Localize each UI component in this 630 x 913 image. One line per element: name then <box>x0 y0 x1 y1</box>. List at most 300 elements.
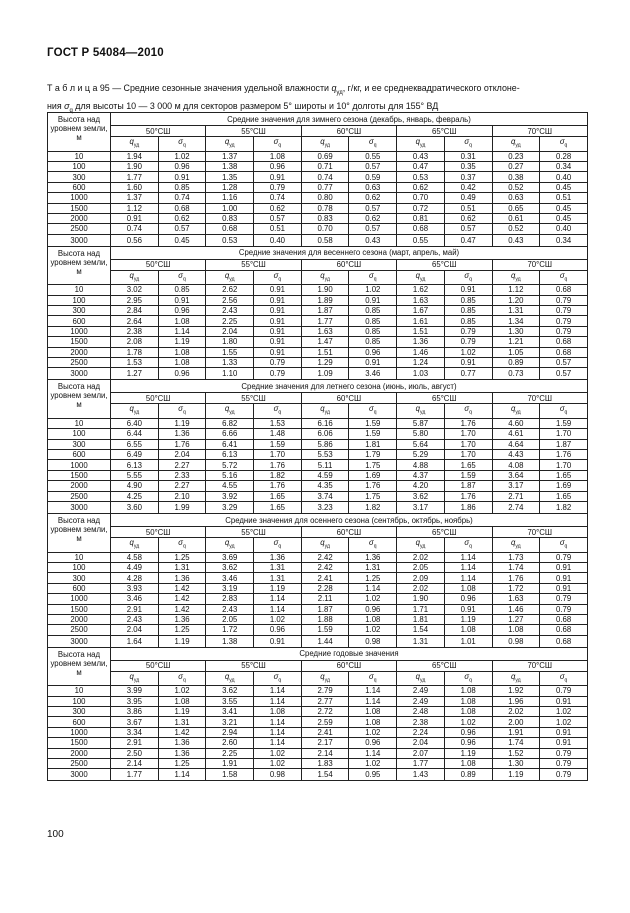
sigma-value: 0.91 <box>349 357 397 367</box>
sigma-value: 0.68 <box>540 625 588 635</box>
sigma-value: 0.57 <box>349 161 397 171</box>
data-row <box>48 748 588 758</box>
q-value: 0.63 <box>492 193 540 203</box>
section-title-row <box>48 380 588 393</box>
sigma-value: 1.14 <box>254 717 302 727</box>
q-value: 1.64 <box>111 635 159 647</box>
q-value: 3.62 <box>206 686 254 696</box>
data-row <box>48 418 588 428</box>
season-title: Средние годовые значения <box>111 647 588 660</box>
sigma-value: 0.45 <box>540 213 588 223</box>
latitude-header: 55°СШ <box>206 126 301 137</box>
data-row <box>48 707 588 717</box>
q-mean-header <box>301 671 349 686</box>
sigma-value: 0.85 <box>349 326 397 336</box>
data-row <box>48 357 588 367</box>
q-value: 3.23 <box>301 502 349 514</box>
q-value: 1.94 <box>111 151 159 161</box>
q-symbol: q <box>415 538 420 548</box>
height-value: 1000 <box>48 326 111 336</box>
sigma-value: 1.86 <box>444 502 492 514</box>
sigma-value: 1.14 <box>444 562 492 572</box>
q-value: 0.73 <box>492 368 540 380</box>
sigma-value: 1.79 <box>349 450 397 460</box>
data-row <box>48 573 588 583</box>
data-row <box>48 470 588 480</box>
sigma-value: 1.87 <box>540 439 588 449</box>
q-mean-header <box>397 137 445 152</box>
height-value: 300 <box>48 172 111 182</box>
sigma-value: 1.31 <box>158 562 206 572</box>
q-value: 1.34 <box>492 316 540 326</box>
sigma-value: 0.79 <box>540 552 588 562</box>
q-value: 0.68 <box>206 224 254 234</box>
season-title: Средние значения для летнего сезона (июнь, июль, август) <box>111 380 588 393</box>
sigma-value: 0.95 <box>349 769 397 781</box>
sigma-value: 1.36 <box>158 738 206 748</box>
height-column-header: Высота над уровнем земли, м <box>48 113 111 152</box>
q-value: 1.20 <box>492 295 540 305</box>
sigma-value: 1.08 <box>444 583 492 593</box>
sigma-value: 0.91 <box>540 573 588 583</box>
height-value: 2000 <box>48 213 111 223</box>
sigma-subscript: q <box>469 677 472 684</box>
q-value: 0.98 <box>492 635 540 647</box>
sigma-value: 1.19 <box>158 337 206 347</box>
sigma-value: 0.57 <box>540 368 588 380</box>
q-value: 3.55 <box>206 696 254 706</box>
sigma-header <box>444 270 492 285</box>
q-value: 3.69 <box>206 552 254 562</box>
sigma-value: 1.31 <box>254 562 302 572</box>
q-symbol: q <box>511 538 516 548</box>
latitude-header: 65°СШ <box>397 527 492 538</box>
q-value: 5.11 <box>301 460 349 470</box>
q-value: 1.96 <box>492 696 540 706</box>
data-row <box>48 429 588 439</box>
q-value: 0.71 <box>301 161 349 171</box>
q-value: 2.04 <box>111 625 159 635</box>
sigma-value: 0.79 <box>540 316 588 326</box>
sigma-value: 1.76 <box>444 418 492 428</box>
sigma-header <box>158 137 206 152</box>
q-value: 2.02 <box>492 707 540 717</box>
sigma-value: 2.04 <box>158 450 206 460</box>
q-value: 6.13 <box>206 450 254 460</box>
height-value: 2000 <box>48 347 111 357</box>
latitude-header: 70°СШ <box>492 660 588 671</box>
height-value: 10 <box>48 552 111 562</box>
sigma-value: 1.14 <box>254 696 302 706</box>
sigma-value: 1.69 <box>349 470 397 480</box>
sigma-value: 0.63 <box>349 182 397 192</box>
section-title-row <box>48 246 588 259</box>
q-mean-header <box>397 671 445 686</box>
latitude-header: 50°СШ <box>111 660 206 671</box>
q-value: 1.89 <box>301 295 349 305</box>
sigma-value: 2.27 <box>158 481 206 491</box>
q-value: 2.08 <box>111 337 159 347</box>
q-value: 0.89 <box>492 357 540 367</box>
q-value: 2.42 <box>301 562 349 572</box>
sigma-value: 0.34 <box>540 161 588 171</box>
q-value: 3.62 <box>206 562 254 572</box>
sigma-value: 1.76 <box>349 481 397 491</box>
q-value: 0.43 <box>492 234 540 246</box>
sigma-subscript: q <box>278 142 282 149</box>
q-value: 2.00 <box>492 717 540 727</box>
sigma-value: 1.19 <box>254 583 302 593</box>
variable-row <box>48 270 588 285</box>
sigma-value: 2.10 <box>158 491 206 501</box>
q-value: 1.58 <box>206 769 254 781</box>
sigma-value: 0.62 <box>349 193 397 203</box>
sigma-value: 0.79 <box>540 594 588 604</box>
sigma-value: 1.02 <box>349 285 397 295</box>
q-mean-header <box>111 404 159 419</box>
sigma-subscript: q <box>564 276 568 283</box>
sigma-value: 0.91 <box>158 172 206 182</box>
q-value: 1.46 <box>397 347 445 357</box>
q-value: 1.77 <box>111 769 159 781</box>
q-value: 2.38 <box>111 326 159 336</box>
q-value: 1.78 <box>111 347 159 357</box>
sigma-value: 1.76 <box>444 491 492 501</box>
sigma-value: 0.85 <box>158 182 206 192</box>
q-value: 2.05 <box>206 614 254 624</box>
latitude-row <box>48 393 588 404</box>
q-mean-header <box>206 137 254 152</box>
sigma-symbol: σ <box>464 671 470 681</box>
q-value: 1.52 <box>492 748 540 758</box>
q-value: 4.37 <box>397 470 445 480</box>
q-value: 2.14 <box>301 748 349 758</box>
sigma-value: 0.96 <box>349 347 397 357</box>
sigma-value: 0.96 <box>158 306 206 316</box>
sigma-value: 1.75 <box>349 491 397 501</box>
height-value: 2000 <box>48 748 111 758</box>
height-value: 2000 <box>48 481 111 491</box>
q-value: 2.02 <box>397 583 445 593</box>
sigma-symbol: σ <box>559 538 565 548</box>
q-value: 0.65 <box>492 203 540 213</box>
q-value: 2.49 <box>397 696 445 706</box>
sigma-value: 0.62 <box>158 213 206 223</box>
q-value: 0.83 <box>206 213 254 223</box>
sigma-header <box>254 404 302 419</box>
q-value: 0.58 <box>301 234 349 246</box>
q-value: 1.31 <box>492 306 540 316</box>
sigma-value: 1.08 <box>158 347 206 357</box>
height-value: 300 <box>48 573 111 583</box>
data-row <box>48 552 588 562</box>
sigma-header <box>254 270 302 285</box>
q-value: 3.17 <box>397 502 445 514</box>
humidity-table-body <box>48 113 588 781</box>
q-mean-header <box>397 404 445 419</box>
q-subscript: уд <box>133 409 140 416</box>
sigma-subscript: q <box>182 677 186 684</box>
data-row <box>48 161 588 171</box>
q-subscript: уд <box>229 276 235 283</box>
sigma-value: 1.08 <box>254 707 302 717</box>
sigma-value: 1.87 <box>444 481 492 491</box>
sigma-value: 1.48 <box>254 429 302 439</box>
caption-text-2: , г/кг, и ее среднеквадратического отклоне- <box>342 83 520 93</box>
sigma-header <box>444 137 492 152</box>
q-mean-header <box>301 137 349 152</box>
q-value: 0.70 <box>301 224 349 234</box>
q-subscript: уд <box>133 543 140 550</box>
q-value: 1.90 <box>397 594 445 604</box>
sigma-value: 1.76 <box>254 460 302 470</box>
latitude-header: 70°СШ <box>492 126 588 137</box>
sigma-header <box>349 671 397 686</box>
q-mean-header <box>301 538 349 553</box>
q-subscript: уд <box>515 543 521 550</box>
q-mean-header <box>111 671 159 686</box>
q-value: 1.37 <box>111 193 159 203</box>
sigma-value: 1.70 <box>444 439 492 449</box>
height-value: 3000 <box>48 502 111 514</box>
sigma-symbol: σ <box>178 404 183 414</box>
sigma-value: 0.57 <box>254 213 302 223</box>
sigma-value: 0.85 <box>349 316 397 326</box>
caption-text-1: Т а б л и ц а 95 — Средние сезонные значения удельной влажности <box>47 83 332 93</box>
sigma-subscript: q <box>564 409 568 416</box>
q-value: 4.58 <box>111 552 159 562</box>
q-subscript: уд <box>515 409 521 416</box>
height-value: 600 <box>48 316 111 326</box>
q-symbol: q <box>511 137 516 146</box>
sigma-value: 0.59 <box>349 172 397 182</box>
data-row <box>48 769 588 781</box>
q-value: 1.74 <box>492 562 540 572</box>
q-value: 0.38 <box>492 172 540 182</box>
q-symbol: q <box>129 270 134 280</box>
sigma-value: 1.76 <box>254 481 302 491</box>
q-value: 5.72 <box>206 460 254 470</box>
q-value: 6.06 <box>301 429 349 439</box>
sigma-value: 1.65 <box>444 460 492 470</box>
q-value: 6.82 <box>206 418 254 428</box>
q-value: 1.12 <box>492 285 540 295</box>
sigma-value: 1.81 <box>349 439 397 449</box>
sigma-value: 1.14 <box>158 326 206 336</box>
sigma-value: 1.14 <box>349 583 397 593</box>
sigma-value: 1.02 <box>540 717 588 727</box>
q-value: 2.91 <box>111 738 159 748</box>
q-value: 5.29 <box>397 450 445 460</box>
sigma-value: 1.59 <box>349 429 397 439</box>
q-value: 4.90 <box>111 481 159 491</box>
latitude-header: 70°СШ <box>492 527 588 538</box>
q-value: 1.43 <box>397 769 445 781</box>
height-value: 2500 <box>48 357 111 367</box>
sigma-value: 0.28 <box>540 151 588 161</box>
humidity-table <box>47 112 588 781</box>
q-value: 4.61 <box>492 429 540 439</box>
q-mean-header <box>301 404 349 419</box>
q-value: 2.42 <box>301 552 349 562</box>
sigma-value: 0.96 <box>254 161 302 171</box>
sigma-value: 1.01 <box>444 635 492 647</box>
sigma-value: 1.82 <box>254 470 302 480</box>
q-subscript: уд <box>229 142 235 149</box>
season-title: Средние значения для весеннего сезона (март, апрель, май) <box>111 246 588 259</box>
q-value: 1.87 <box>301 306 349 316</box>
latitude-header: 65°СШ <box>397 126 492 137</box>
sigma-value: 1.08 <box>444 758 492 768</box>
data-row <box>48 439 588 449</box>
q-mean-header <box>206 671 254 686</box>
q-value: 2.43 <box>206 306 254 316</box>
latitude-header: 65°СШ <box>397 660 492 671</box>
height-value: 300 <box>48 707 111 717</box>
sigma-value: 0.96 <box>444 727 492 737</box>
sigma-value: 1.02 <box>540 707 588 717</box>
q-value: 1.77 <box>397 758 445 768</box>
variable-row <box>48 404 588 419</box>
sigma-value: 0.43 <box>349 234 397 246</box>
sigma-symbol: σ <box>559 137 565 146</box>
sigma-subscript: q <box>469 142 472 149</box>
q-value: 1.28 <box>206 182 254 192</box>
q-mean-header <box>206 404 254 419</box>
q-symbol: q <box>511 671 516 681</box>
q-value: 2.91 <box>111 604 159 614</box>
sigma-value: 1.70 <box>444 429 492 439</box>
q-value: 0.69 <box>301 151 349 161</box>
q-value: 0.83 <box>301 213 349 223</box>
q-value: 2.84 <box>111 306 159 316</box>
latitude-header: 60°СШ <box>301 259 396 270</box>
sigma-value: 1.36 <box>254 552 302 562</box>
variable-row <box>48 137 588 152</box>
q-mean-header <box>397 538 445 553</box>
sigma-value: 0.85 <box>444 295 492 305</box>
sigma-value: 1.02 <box>254 614 302 624</box>
q-value: 3.21 <box>206 717 254 727</box>
q-subscript: уд <box>229 409 235 416</box>
q-value: 4.08 <box>492 460 540 470</box>
q-value: 2.04 <box>397 738 445 748</box>
q-symbol: q <box>320 137 325 146</box>
q-mean-header <box>111 538 159 553</box>
q-symbol: q <box>320 270 325 280</box>
sigma-value: 1.08 <box>444 686 492 696</box>
q-value: 5.86 <box>301 439 349 449</box>
height-value: 600 <box>48 717 111 727</box>
data-row <box>48 686 588 696</box>
sigma-subscript: q <box>373 677 377 684</box>
sigma-subscript: q <box>278 409 282 416</box>
data-row <box>48 326 588 336</box>
data-row <box>48 491 588 501</box>
sigma-value: 0.62 <box>444 213 492 223</box>
sigma-subscript: q <box>182 409 186 416</box>
sigma-symbol: σ <box>273 270 279 280</box>
sigma-symbol: σ <box>369 538 374 548</box>
q-value: 2.17 <box>301 738 349 748</box>
sigma-symbol: σ <box>559 270 565 280</box>
q-value: 4.64 <box>492 439 540 449</box>
sigma-value: 0.68 <box>540 285 588 295</box>
height-value: 1500 <box>48 470 111 480</box>
sigma-value: 1.70 <box>540 460 588 470</box>
q-value: 2.95 <box>111 295 159 305</box>
q-value: 2.41 <box>301 573 349 583</box>
latitude-row <box>48 259 588 270</box>
q-value: 6.66 <box>206 429 254 439</box>
sigma-value: 1.25 <box>158 758 206 768</box>
sigma-value: 0.91 <box>254 326 302 336</box>
height-value: 10 <box>48 151 111 161</box>
sigma-symbol: σ <box>273 137 279 146</box>
sigma-header <box>540 137 588 152</box>
q-value: 0.43 <box>397 151 445 161</box>
sigma-value: 1.70 <box>444 450 492 460</box>
q-subscript: уд <box>133 276 140 283</box>
q-subscript: уд <box>229 677 235 684</box>
data-row <box>48 193 588 203</box>
height-value: 600 <box>48 450 111 460</box>
q-value: 1.33 <box>206 357 254 367</box>
sigma-value: 1.65 <box>254 502 302 514</box>
q-subscript: уд <box>515 276 521 283</box>
q-value: 3.92 <box>206 491 254 501</box>
q-symbol: q <box>415 270 420 280</box>
q-value: 1.73 <box>492 552 540 562</box>
sigma-value: 0.91 <box>254 306 302 316</box>
sigma-value: 0.79 <box>254 182 302 192</box>
sigma-header <box>540 671 588 686</box>
sigma-value: 1.65 <box>540 491 588 501</box>
height-value: 100 <box>48 161 111 171</box>
data-row <box>48 717 588 727</box>
q-value: 4.59 <box>301 470 349 480</box>
q-value: 3.46 <box>111 594 159 604</box>
height-value: 300 <box>48 439 111 449</box>
q-value: 1.35 <box>206 172 254 182</box>
sigma-value: 1.08 <box>349 614 397 624</box>
sigma-value: 1.59 <box>254 439 302 449</box>
data-row <box>48 727 588 737</box>
q-value: 0.77 <box>301 182 349 192</box>
sigma-header <box>158 404 206 419</box>
q-subscript: уд <box>515 142 521 149</box>
height-value: 600 <box>48 583 111 593</box>
q-subscript: уд <box>229 543 235 550</box>
data-row <box>48 368 588 380</box>
sigma-value: 1.53 <box>254 418 302 428</box>
sigma-subscript: q <box>564 543 568 550</box>
q-value: 1.05 <box>492 347 540 357</box>
sigma-value: 0.74 <box>254 193 302 203</box>
sigma-header <box>444 404 492 419</box>
data-row <box>48 316 588 326</box>
q-value: 2.77 <box>301 696 349 706</box>
q-value: 2.38 <box>397 717 445 727</box>
sigma-value: 0.79 <box>540 769 588 781</box>
sigma-symbol: σ <box>178 270 183 280</box>
q-value: 3.60 <box>111 502 159 514</box>
sigma-value: 0.45 <box>540 182 588 192</box>
latitude-header: 55°СШ <box>206 259 301 270</box>
q-value: 4.88 <box>397 460 445 470</box>
sigma-value: 0.74 <box>158 193 206 203</box>
sigma-value: 0.79 <box>540 686 588 696</box>
